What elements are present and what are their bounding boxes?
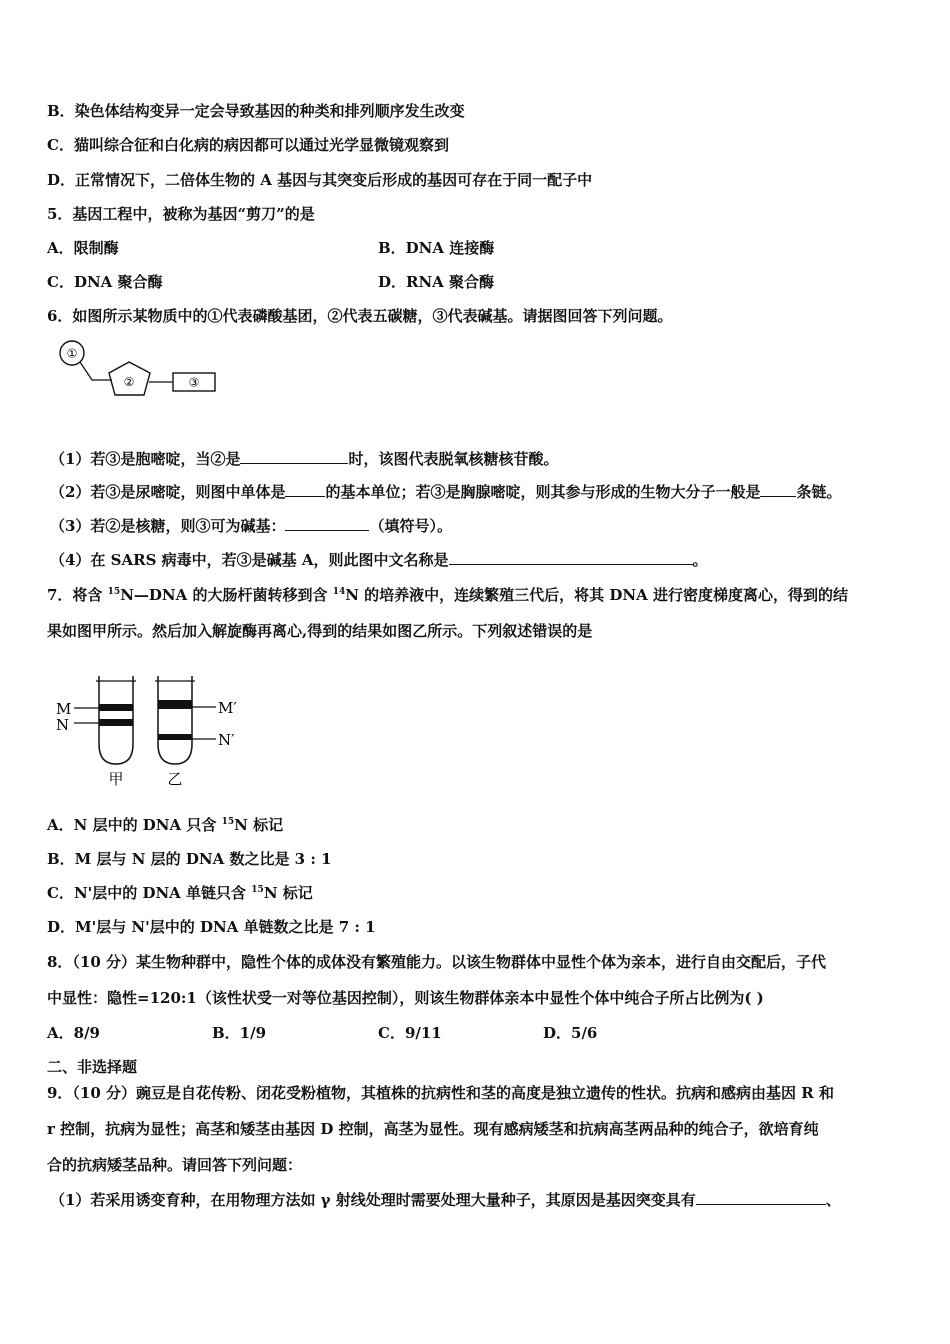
q8-stem-line1: 8．（10 分）某生物种群中，隐性个体的成体没有繁殖能力。以该生物群体中显性个体为亲本，进行自由交配后，子代 — [47, 953, 827, 971]
q4-option-b: B．染色体结构变异一定会导致基因的种类和排列顺序发生改变 — [47, 102, 465, 120]
q5-option-d: D．RNA 聚合酶 — [378, 273, 495, 291]
q4-option-d: D．正常情况下，二倍体生物的 A 基因与其突变后形成的基因可存在于同一配子中 — [47, 171, 593, 189]
q9-stem-line2: r 控制，抗病为显性；高茎和矮茎由基因 D 控制，高茎为显性。现有感病矮茎和抗病高茎两品种的纯合子，欲培育纯 — [47, 1120, 819, 1138]
answer-blank — [449, 550, 693, 565]
answer-blank — [760, 482, 796, 497]
q5-stem: 5．基因工程中，被称为基因“剪刀”的是 — [47, 205, 315, 223]
label-m-prime: M′ — [218, 699, 237, 717]
label-jia: 甲 — [108, 770, 124, 788]
base-label: ③ — [188, 375, 200, 390]
q5-option-a: A．限制酶 — [47, 239, 119, 257]
q7-stem-line2: 果如图甲所示。然后加入解旋酶再离心,得到的结果如图乙所示。下列叙述错误的是 — [47, 622, 593, 640]
q7-option-a: A．N 层中的 DNA 只含 $^{15}$N 标记 — [47, 816, 284, 834]
band-n — [99, 719, 133, 726]
q8-option-b: B．1/9 — [212, 1024, 267, 1042]
label-yi: 乙 — [167, 770, 183, 788]
label-n: N — [56, 716, 70, 734]
label-n-prime: N′ — [218, 731, 235, 749]
q6-part2: （2）若③是尿嘧啶，则图中单体是 的基本单位；若③是胸腺嘧啶，则其参与形成的生物大分子一般是 条链。 — [50, 483, 842, 501]
answer-blank — [285, 482, 325, 497]
q9-stem-line3: 合的抗病矮茎品种。请回答下列问题： — [47, 1156, 303, 1174]
answer-blank — [240, 449, 348, 464]
q7-stem-line1: 7．将含 $^{15}$N—DNA 的大肠杆菌转移到含 $^{14}$N 的培养液中，连续繁殖三代后，将其 DNA 进行密度梯度离心，得到的结 — [47, 586, 848, 604]
phosphate-label: ① — [66, 346, 78, 361]
q7-option-d: D．M'层与 N'层中的 DNA 单链数之比是 7 : 1 — [47, 918, 376, 936]
q9-part1: （1）若采用诱变育种，在用物理方法如 γ 射线处理时需要处理大量种子，其原因是基因突变具有 、 — [50, 1191, 841, 1209]
q4-option-c: C．猫叫综合征和白化病的病因都可以通过光学显微镜观察到 — [47, 136, 449, 154]
q8-option-a: A．8/9 — [47, 1024, 100, 1042]
q6-part3: （3）若②是核糖，则③可为碱基： （填符号）。 — [50, 517, 452, 535]
q7-option-c: C．N'层中的 DNA 单链只含 $^{15}$N 标记 — [47, 884, 313, 902]
q7-option-b: B．M 层与 N 层的 DNA 数之比是 3 : 1 — [47, 850, 332, 868]
answer-blank — [285, 516, 369, 531]
q9-stem-line1: 9．（10 分）豌豆是自花传粉、闭花受粉植物，其植株的抗病性和茎的高度是独立遗传的性状。抗病和感病由基因 R 和 — [47, 1084, 834, 1102]
q5-option-c: C．DNA 聚合酶 — [47, 273, 163, 291]
q5-option-b: B．DNA 连接酶 — [378, 239, 495, 257]
band-m — [99, 704, 133, 711]
q6-part4: （4）在 SARS 病毒中，若③是碱基 A，则此图中文名称是 。 — [50, 551, 708, 569]
band-m-prime — [158, 700, 192, 709]
band-n-prime — [158, 734, 192, 740]
centrifuge-tubes-figure — [52, 672, 252, 790]
answer-blank — [696, 1190, 826, 1205]
q8-option-c: C．9/11 — [378, 1024, 442, 1042]
phosphate-sugar-bond — [80, 362, 112, 380]
q8-stem-line2: 中显性：隐性=120:1（该性状受一对等位基因控制），则该生物群体亲本中显性个体中纯合子所占比例为( ) — [47, 989, 764, 1007]
pentose-label: ② — [123, 375, 135, 389]
section-heading: 二、非选择题 — [47, 1058, 138, 1076]
label-m: M — [56, 700, 72, 718]
nucleotide-diagram — [52, 338, 222, 408]
tube-yi — [158, 676, 192, 764]
q6-stem: 6．如图所示某物质中的①代表磷酸基团，②代表五碳糖，③代表碱基。请据图回答下列问题。 — [47, 307, 673, 325]
q6-part1: （1）若③是胞嘧啶，当②是 时，该图代表脱氧核糖核苷酸。 — [50, 450, 559, 468]
q8-option-d: D．5/6 — [543, 1024, 598, 1042]
